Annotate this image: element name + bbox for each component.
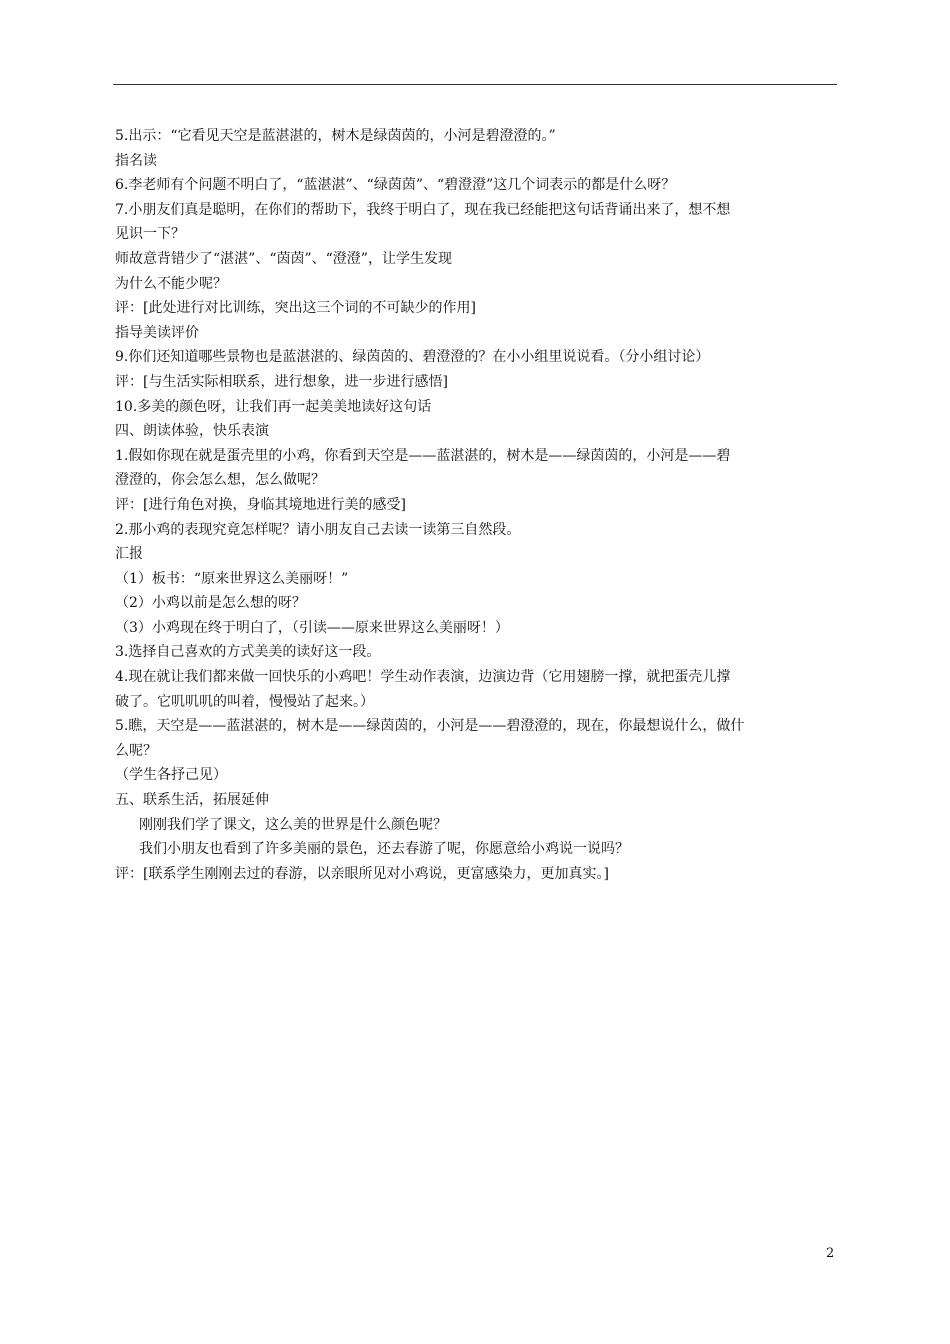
section-heading: 五、联系生活，拓展延伸: [115, 792, 269, 809]
text-line: 5.瞧，天空是——蓝湛湛的，树木是——绿茵茵的，小河是——碧澄澄的，现在，你最想说什么，做什: [115, 718, 745, 735]
text-line: 9.你们还知道哪些景物也是蓝湛湛的、绿茵茵的、碧澄澄的？在小小组里说说看。（分小组讨论）: [115, 349, 710, 366]
text-line: 10.多美的颜色呀，让我们再一起美美地读好这句话: [115, 398, 432, 415]
text-line: （1）板书：“原来世界这么美丽呀！”: [115, 570, 349, 587]
header-rule: [113, 84, 837, 85]
text-line: 4.现在就让我们都来做一回快乐的小鸡吧！学生动作表演，边演边背（它用翅膀一撑，就把蛋壳儿撑: [115, 669, 731, 686]
text-line: 刚刚我们学了课文，这么美的世界是什么颜色呢？: [139, 816, 447, 833]
text-line: 么呢？: [115, 742, 157, 759]
text-line: 为什么不能少呢？: [115, 275, 227, 292]
text-line: 指名读: [115, 152, 157, 169]
text-line: 6.李老师有个问题不明白了，“蓝湛湛”、“绿茵茵”、“碧澄澄”这几个词表示的都是什么呀？: [115, 177, 676, 194]
text-line: 汇报: [115, 546, 143, 563]
text-line: 1.假如你现在就是蛋壳里的小鸡，你看到天空是——蓝湛湛的，树木是——绿茵茵的，小河是——碧: [115, 447, 731, 464]
text-line: 7.小朋友们真是聪明，在你们的帮助下，我终于明白了，现在我已经能把这句话背诵出来了，想不想: [115, 201, 731, 218]
text-line: 见识一下？: [115, 226, 185, 243]
text-line: 3.选择自己喜欢的方式美美的读好这一段。: [115, 644, 381, 661]
text-line: （2）小鸡以前是怎么想的呀？: [115, 595, 306, 612]
comment-line: 评：[此处进行对比训练，突出这三个词的不可缺少的作用]: [115, 300, 476, 317]
comment-line: 评：[联系学生刚刚去过的春游，以亲眼所见对小鸡说，更富感染力，更加真实。]: [115, 865, 609, 882]
page-number: 2: [826, 1246, 835, 1261]
text-line: 5.出示：“它看见天空是蓝湛湛的，树木是绿茵茵的，小河是碧澄澄的。”: [115, 128, 556, 144]
text-line: 2.那小鸡的表现究竟怎样呢？请小朋友自己去读一读第三自然段。: [115, 521, 521, 538]
comment-line: 评：[进行角色对换，身临其境地进行美的感受]: [115, 496, 406, 513]
text-line: 破了。它叽叽叽的叫着，慢慢站了起来。）: [115, 693, 374, 710]
document-body: [115, 124, 841, 886]
text-line: 指导美读评价: [115, 324, 199, 341]
section-heading: 四、朗读体验，快乐表演: [115, 423, 269, 440]
comment-line: 评：[与生活实际相联系，进行想象，进一步进行感悟]: [115, 373, 448, 390]
text-line: 我们小朋友也看到了许多美丽的景色，还去春游了呢，你愿意给小鸡说一说吗？: [139, 841, 629, 858]
text-line: 师故意背错少了“湛湛”、“茵茵”、“澄澄”，让学生发现: [115, 250, 452, 267]
text-line: （学生各抒己见）: [115, 767, 227, 784]
text-line: （3）小鸡现在终于明白了，（引读——原来世界这么美丽呀！）: [115, 619, 509, 636]
text-line: 澄澄的，你会怎么想，怎么做呢？: [115, 472, 325, 489]
